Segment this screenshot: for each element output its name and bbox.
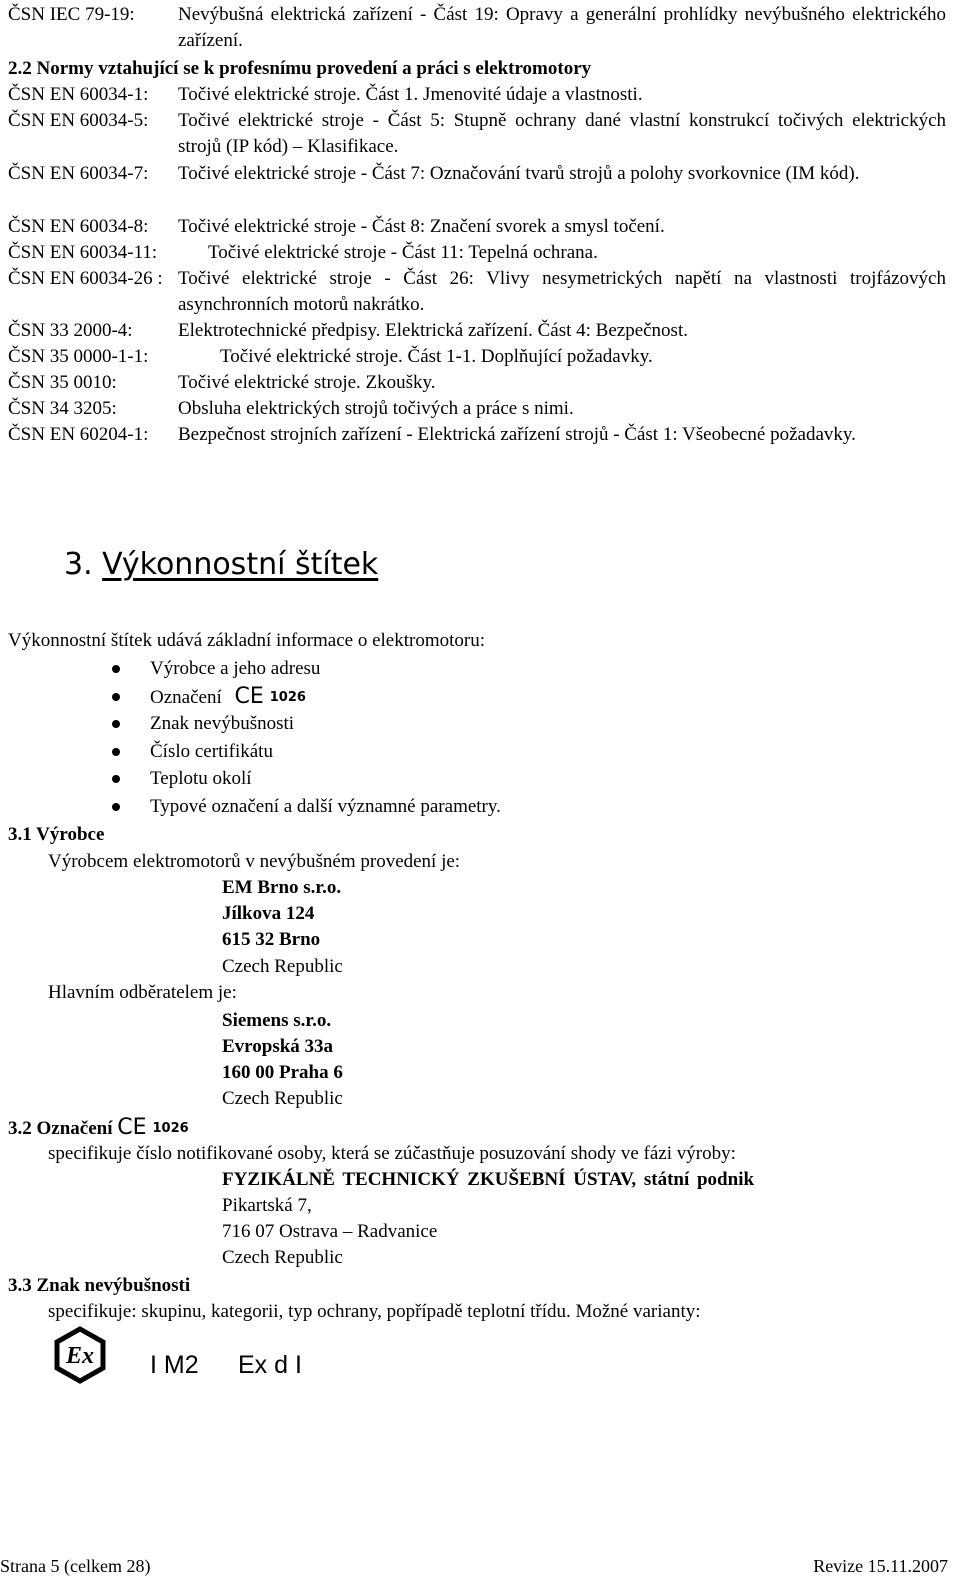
section-heading-3-1: 3.1 Výrobce <box>8 824 105 845</box>
standard-text: Točivé elektrické stroje - Část 11: Tepelná ochrana. <box>208 242 598 263</box>
list-item: Výrobce a jeho adresu <box>112 655 501 683</box>
list-item: Teplotu okolí <box>112 765 501 793</box>
standard-text: Točivé elektrické stroje - Část 26: Vlivy nesymetrických napětí na vlastnosti trojfázových asynchronních motorů nakrátko. <box>178 268 946 315</box>
standard-code: ČSN EN 60204-1: <box>8 424 149 445</box>
standard-entry <box>8 344 946 370</box>
standard-text: Točivé elektrické stroje. Část 1. Jmenovité údaje a vlastnosti. <box>178 84 643 105</box>
standard-entry <box>8 108 946 160</box>
section-title: Normy vztahující se k profesnímu provedení a práci s elektromotory <box>36 58 592 79</box>
standard-code: ČSN 35 0000-1-1: <box>8 346 149 367</box>
standard-code: ČSN EN 60034-8: <box>8 216 149 237</box>
standard-text: Točivé elektrické stroje. Zkoušky. <box>178 372 436 393</box>
list-item: Číslo certifikátu <box>112 738 501 766</box>
list-item-label: Označení <box>150 686 222 708</box>
standard-entry <box>8 318 946 344</box>
section-title: Výkonnostní štítek <box>102 547 379 582</box>
manufacturer-city: 615 32 Brno <box>222 929 321 950</box>
customer-street: Evropská 33a <box>222 1036 334 1057</box>
standard-code: ČSN IEC 79-19: <box>8 4 135 25</box>
standard-text: Bezpečnost strojních zařízení - Elektrická zařízení strojů - Část 1: Všeobecné požadavky. <box>178 424 856 445</box>
standard-entry <box>8 396 946 422</box>
standard-text: Elektrotechnické předpisy. Elektrická zařízení. Část 4: Bezpečnost. <box>178 320 688 341</box>
manufacturer-label: Výrobcem elektromotorů v nevýbušném provedení je: <box>48 851 461 872</box>
standard-entry <box>8 266 946 318</box>
notified-body-number: 1026 <box>152 1121 189 1136</box>
customer-city: 160 00 Praha 6 <box>222 1062 343 1083</box>
ex-hexagon-icon <box>54 1326 106 1384</box>
manufacturer-name: EM Brno s.r.o. <box>222 877 342 898</box>
section-title-3 <box>64 545 378 585</box>
standard-text: Točivé elektrické stroje - Část 7: Označování tvarů strojů a polohy svorkovnice (IM kód). <box>178 163 860 184</box>
standard-entry <box>8 2 946 54</box>
list-item: Znak nevýbušnosti <box>112 710 501 738</box>
standard-text: Točivé elektrické stroje. Část 1-1. Doplňující požadavky. <box>220 346 653 367</box>
standard-text: Obsluha elektrických strojů točivých a práce s nimi. <box>178 398 574 419</box>
customer-name: Siemens s.r.o. <box>222 1010 332 1031</box>
section-number: 3. <box>64 547 93 582</box>
intro-text: Výkonnostní štítek udává základní informace o elektromotoru: <box>8 630 485 651</box>
manufacturer-street: Jílkova 124 <box>222 903 315 924</box>
ex-marking-text: specifikuje: skupinu, kategorii, typ ochrany, popřípadě teplotní třídu. Možné varianty: <box>48 1301 701 1322</box>
ce-mark-icon: CE <box>117 1115 147 1140</box>
standard-code: ČSN EN 60034-7: <box>8 163 149 184</box>
manufacturer-country: Czech Republic <box>222 956 343 977</box>
standard-text: Točivé elektrické stroje - Část 8: Značení svorek a smysl točení. <box>178 216 665 237</box>
notified-body-city: 716 07 Ostrava – Radvanice <box>222 1221 438 1242</box>
notified-body-name: FYZIKÁLNĚ TECHNICKÝ ZKUŠEBNÍ ÚSTAV, státní podnik <box>222 1169 755 1190</box>
standard-entry <box>8 370 946 396</box>
notified-body-number: 1026 <box>269 689 306 705</box>
standard-entry <box>8 161 946 187</box>
standard-code: ČSN EN 60034-11: <box>8 242 158 263</box>
ex-variant-protection: Ex d I <box>238 1351 302 1379</box>
section-heading-2-2 <box>8 56 591 82</box>
section-heading-3-2 <box>8 1115 189 1142</box>
standard-entry <box>8 82 946 108</box>
standard-entry <box>8 214 946 240</box>
section-heading-3-3: 3.3 Znak nevýbušnosti <box>8 1275 191 1296</box>
bullet-list <box>112 655 501 820</box>
standard-code: ČSN EN 60034-26 : <box>8 268 163 289</box>
revision-date: Revize 15.11.2007 <box>813 1556 948 1576</box>
ex-variant-group: I M2 <box>150 1351 199 1379</box>
page-number: Strana 5 (celkem 28) <box>0 1556 151 1576</box>
standard-code: ČSN 34 3205: <box>8 398 117 419</box>
standard-code: ČSN EN 60034-1: <box>8 84 149 105</box>
section-number: 2.2 <box>8 58 32 79</box>
notified-body-text: specifikuje číslo notifikované osoby, která se zúčastňuje posuzování shody ve fázi výroby: <box>48 1143 736 1164</box>
ex-symbol-text: Ex <box>65 1343 95 1369</box>
standard-text: Točivé elektrické stroje - Část 5: Stupně ochrany dané vlastní konstrukcí točivých elektrických strojů (IP kód) – Klasifikace. <box>178 110 946 157</box>
notified-body-country: Czech Republic <box>222 1247 343 1268</box>
standard-code: ČSN EN 60034-5: <box>8 110 149 131</box>
standard-entry <box>8 422 946 448</box>
list-item: Typové označení a další významné parametry. <box>112 793 501 821</box>
notified-body-street: Pikartská 7, <box>222 1195 312 1216</box>
standard-code: ČSN 35 0010: <box>8 372 117 393</box>
section-heading-label: 3.2 Označení <box>8 1118 113 1139</box>
customer-label: Hlavním odběratelem je: <box>48 982 237 1003</box>
customer-country: Czech Republic <box>222 1088 343 1109</box>
ce-mark-icon: CE <box>234 683 264 709</box>
standard-code: ČSN 33 2000-4: <box>8 320 133 341</box>
standard-text: Nevýbušná elektrická zařízení - Část 19: Opravy a generální prohlídky nevýbušného elektrického zařízení. <box>178 4 946 51</box>
list-item <box>112 683 501 711</box>
standard-entry <box>8 240 946 266</box>
